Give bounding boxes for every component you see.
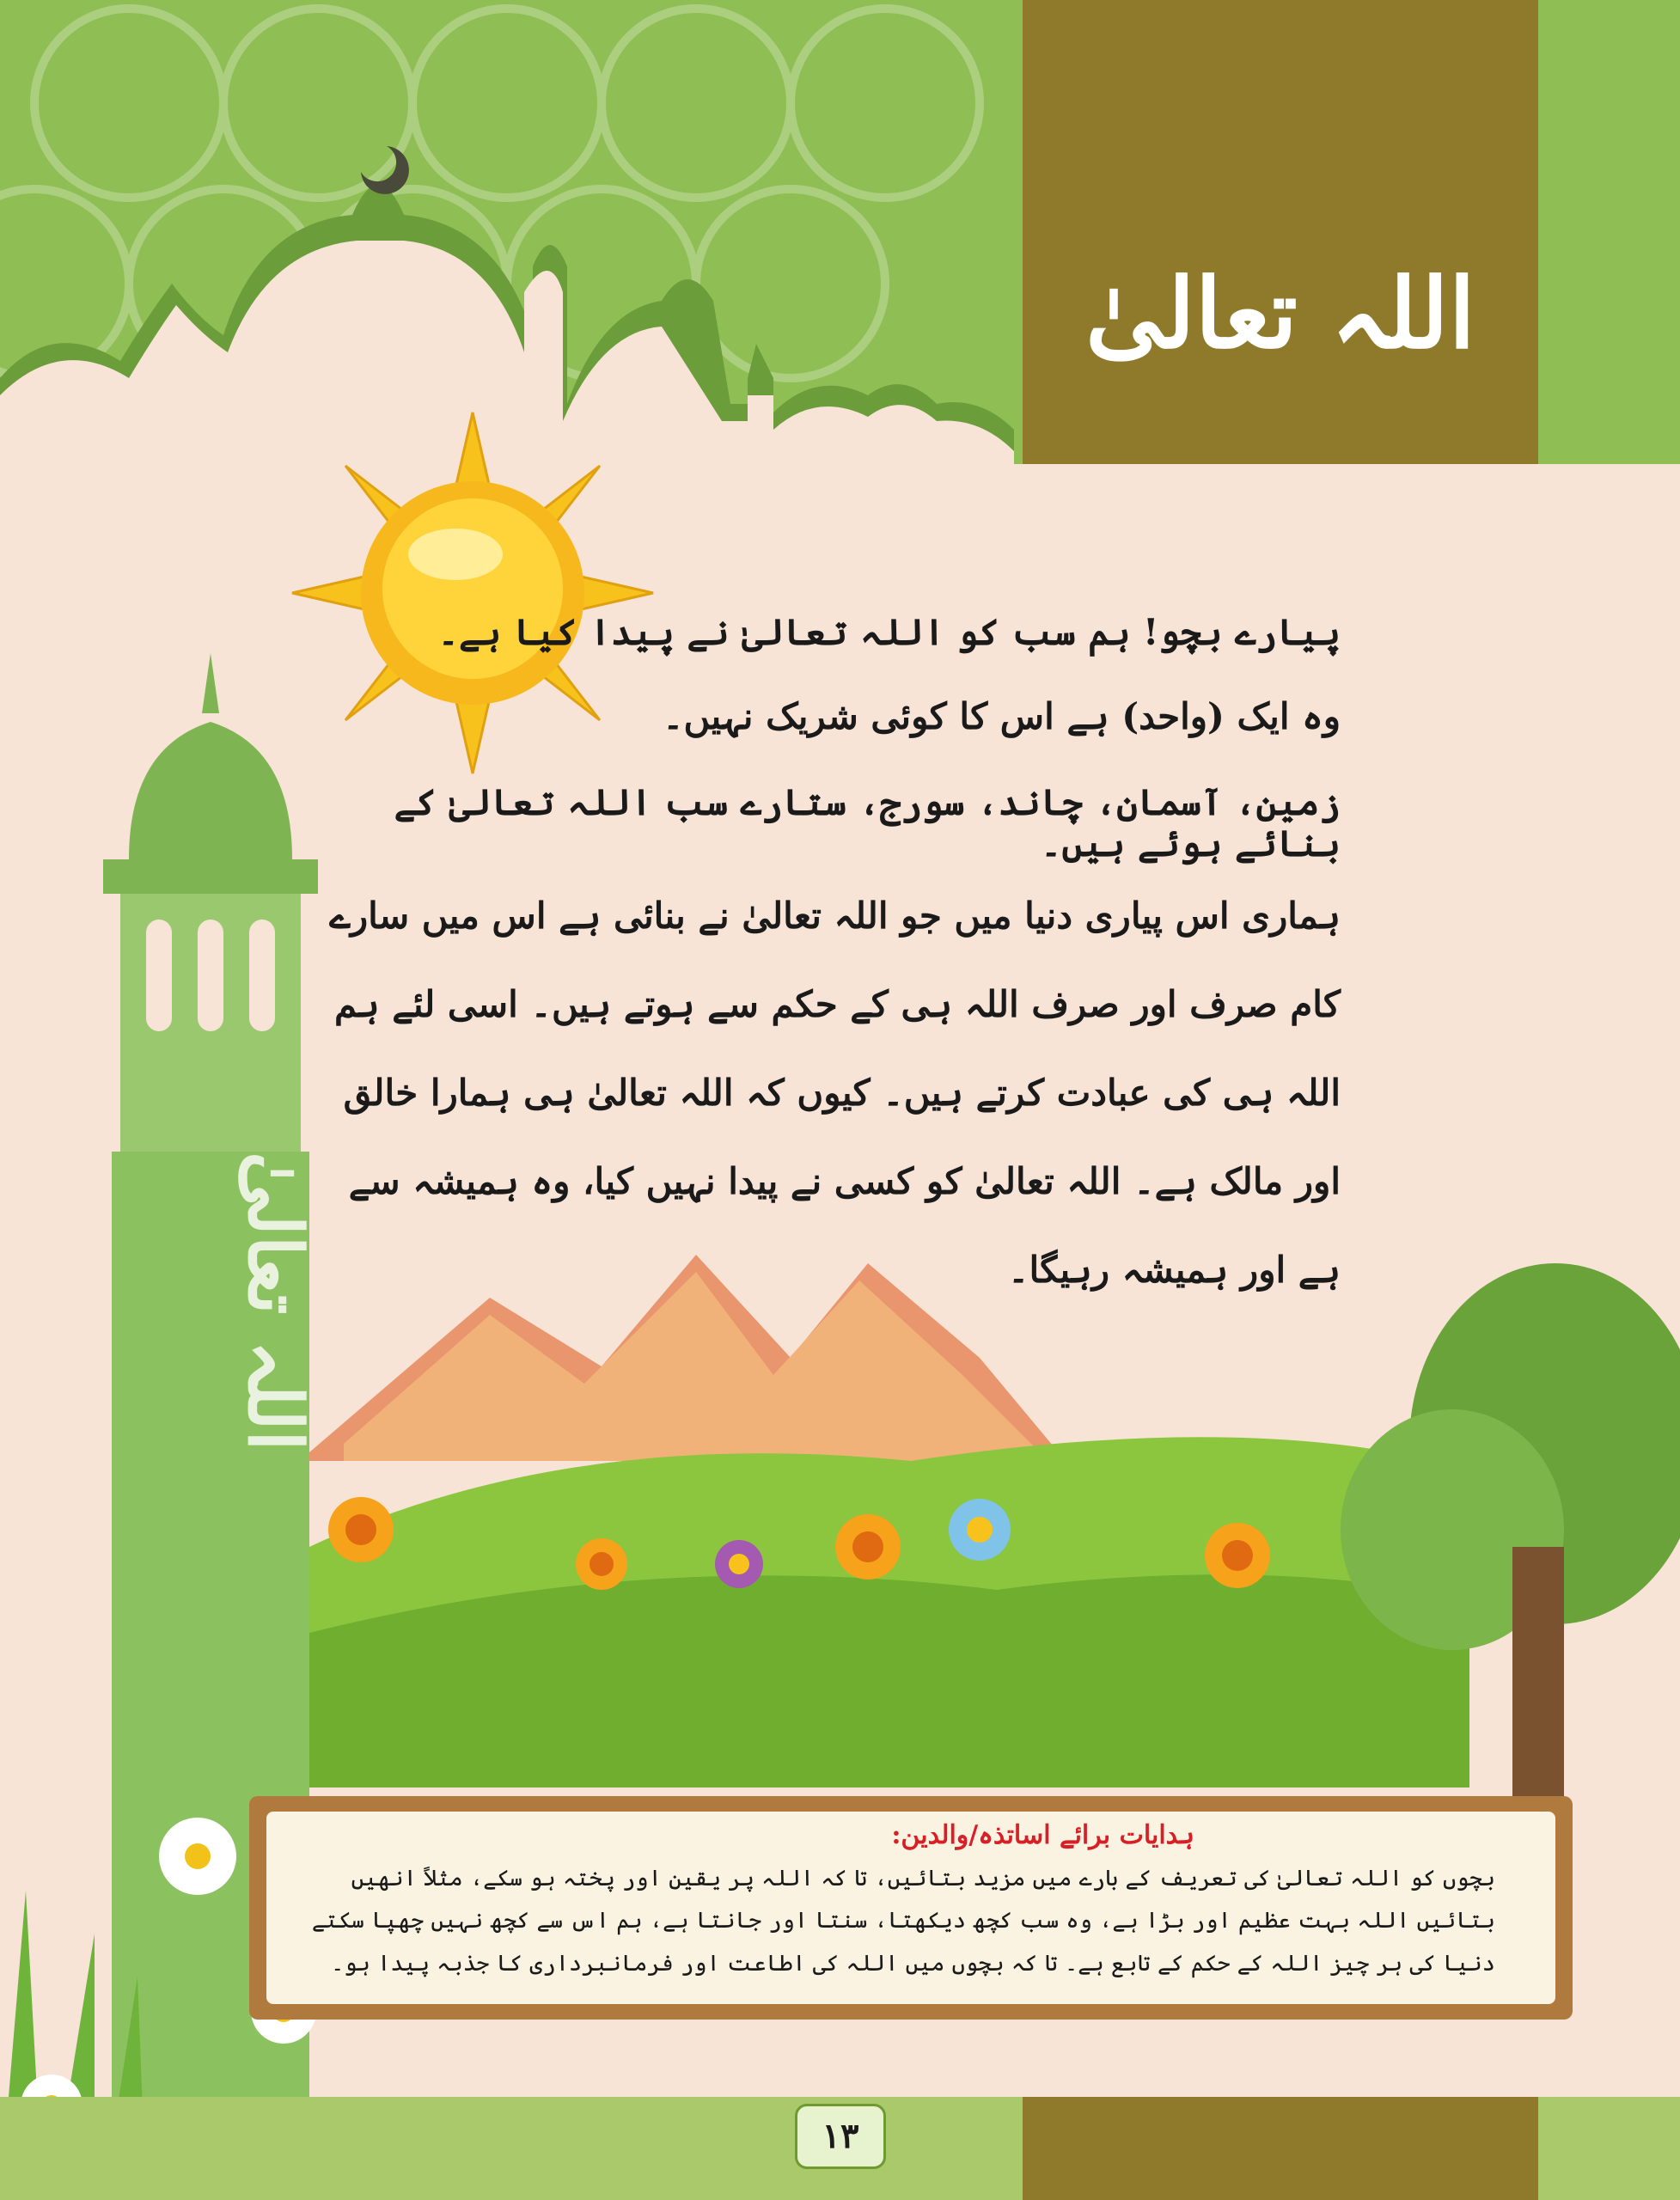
- page-title: اللہ تعالیٰ: [1085, 258, 1475, 370]
- paragraph-2: وہ ایک (واحد) ہے اس کا کوئی شریک نہیں۔: [662, 695, 1341, 737]
- minaret-side-title: اللہ تعالیٰ: [231, 1152, 318, 1451]
- title-panel-stripe: [1538, 0, 1680, 477]
- guidance-heading: ہدایات برائے اساتذہ/والدین:: [891, 1820, 1194, 1850]
- paragraph-1: پیارے بچو! ہم سب کو اللہ تعالیٰ نے پیدا کیا ہے۔: [437, 611, 1341, 653]
- page-number: ۱۳: [795, 2104, 886, 2169]
- guidance-body: بچوں کو اللہ تعالیٰ کی تعریف کے بارے میں مزید بتائیں، تا کہ اللہ پر یقین اور پختہ ہو سکے، مثلاً انھیں بتائیں اللہ بہت عظیم اور بڑا ہے، وہ سب کچھ دیکھتا، سنتا اور جانتا ہے، ہم اس سے کچھ نہیں چھپا سکتے دنیا کی ہر چیز اللہ کے حکم کے تابع ہے۔ تا کہ بچوں میں اللہ کی اطاعت اور فرمانبرداری کا جذبہ پیدا ہو۔: [311, 1866, 1495, 1977]
- title-panel: [1023, 0, 1538, 477]
- landscape-illustration: [309, 1186, 1680, 1891]
- paragraph-4: ہماری اس پیاری دنیا میں جو اللہ تعالیٰ نے بنائی ہے اس میں سارے کام صرف اور صرف اللہ ہی کے حکم سے ہوتے ہیں۔ اسی لئے ہم اللہ ہی کی عبادت کرتے ہیں۔ کیوں کہ اللہ تعالیٰ ہی ہمارا خالق اور مالک ہے۔ اللہ تعالیٰ کو کسی نے پیدا نہیں کیا، وہ ہمیشہ سے ہے اور ہمیشہ رہیگا۔: [329, 895, 1341, 1291]
- footer-accent: [1023, 2097, 1538, 2200]
- paragraph-3: زمین، آسمان، چاند، سورج، ستارے سب اللہ تعالیٰ کے بنائے ہوئے ہیں۔: [394, 781, 1341, 865]
